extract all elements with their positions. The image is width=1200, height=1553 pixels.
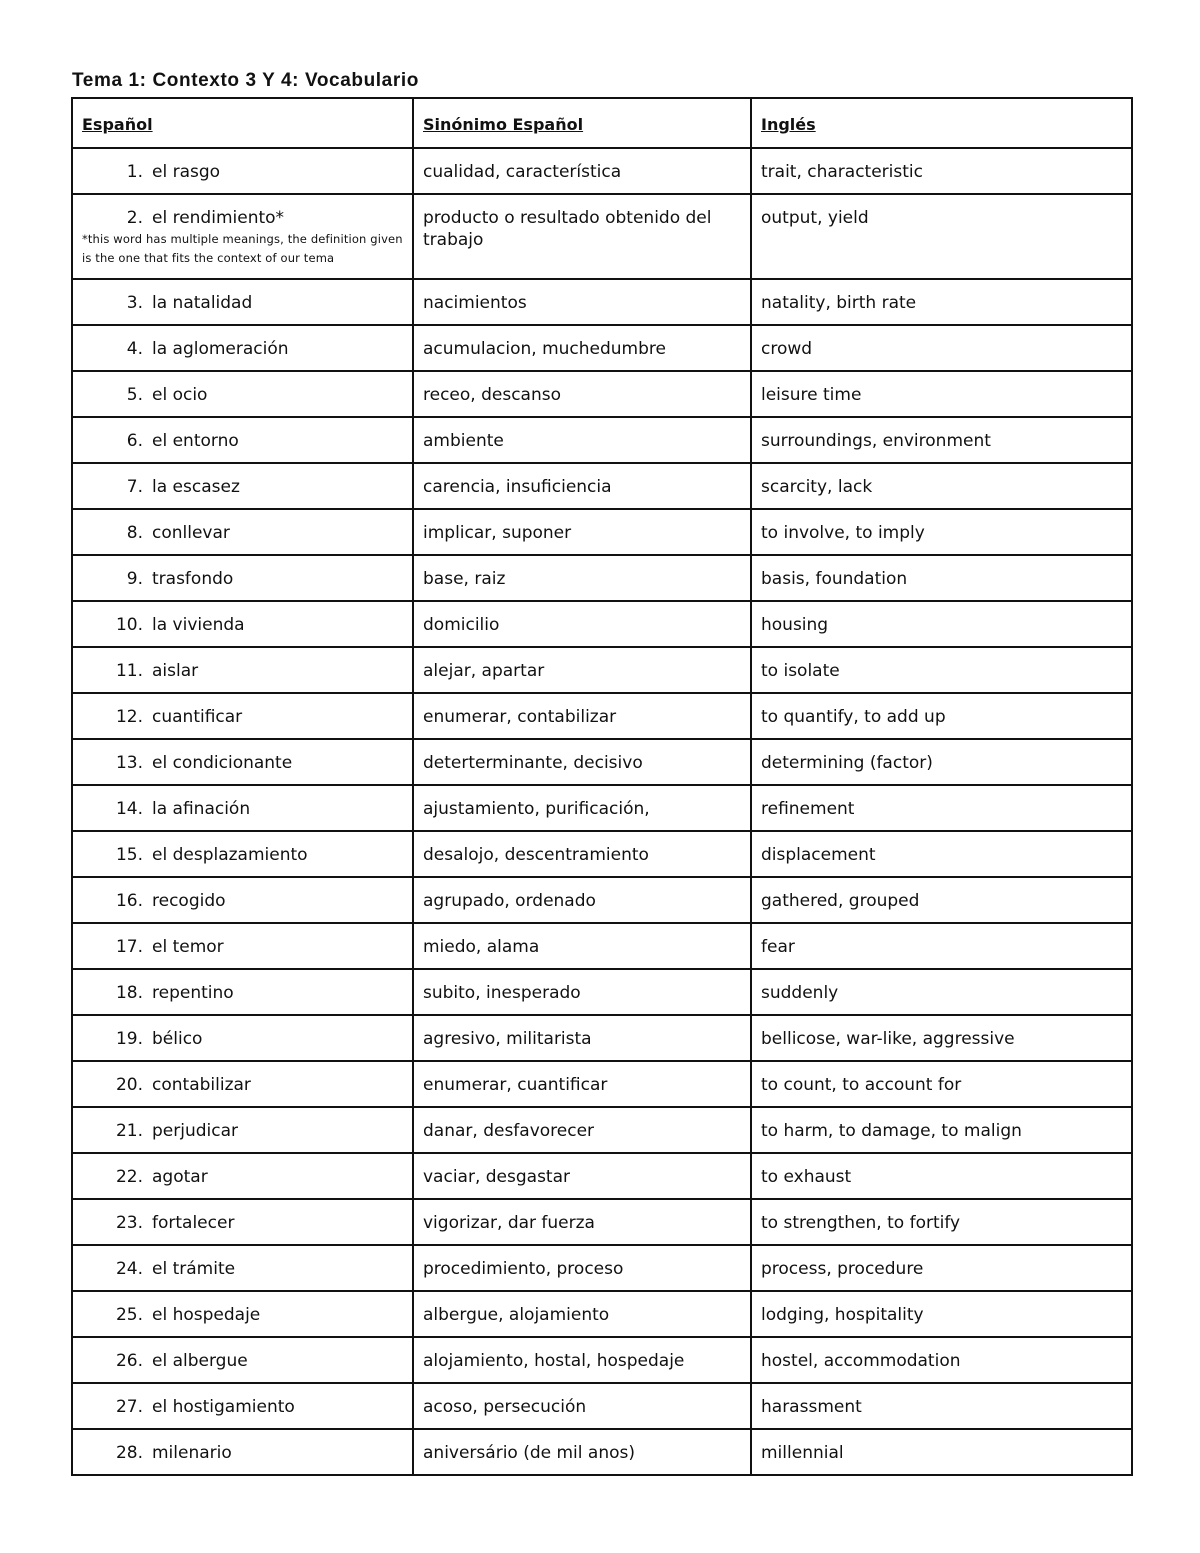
item-number: 4. (126, 339, 143, 359)
item-number: 11. (115, 661, 143, 681)
item-number: 17. (115, 937, 143, 957)
header-espanol: Español (72, 98, 413, 148)
item-number: 16. (115, 891, 143, 911)
term-cell (72, 371, 413, 417)
item-number: 13. (115, 753, 143, 773)
english-cell: process, procedure (751, 1245, 1132, 1291)
table-row (72, 194, 1132, 279)
table-row (72, 877, 1132, 923)
spanish-term: trasfondo (152, 569, 234, 589)
term-cell (72, 1015, 413, 1061)
english-cell: suddenly (751, 969, 1132, 1015)
term-cell (72, 463, 413, 509)
spanish-term: repentino (152, 983, 234, 1003)
english-cell: basis, foundation (751, 555, 1132, 601)
table-row (72, 1383, 1132, 1429)
english-cell: crowd (751, 325, 1132, 371)
synonym-cell: aniversário (de mil anos) (413, 1429, 751, 1475)
table-row (72, 555, 1132, 601)
english-cell: scarcity, lack (751, 463, 1132, 509)
header-sinonimo: Sinónimo Español (413, 98, 751, 148)
english-cell: gathered, grouped (751, 877, 1132, 923)
term-cell (72, 1337, 413, 1383)
spanish-term: el rasgo (152, 162, 221, 182)
synonym-cell: enumerar, cuantificar (413, 1061, 751, 1107)
table-row (72, 1245, 1132, 1291)
synonym-cell: subito, inesperado (413, 969, 751, 1015)
term-cell (72, 509, 413, 555)
term-cell (72, 1245, 413, 1291)
item-number: 21. (115, 1121, 143, 1141)
term-cell (72, 739, 413, 785)
item-number: 3. (126, 293, 143, 313)
spanish-term: agotar (152, 1167, 208, 1187)
item-number: 7. (126, 477, 143, 497)
term-cell (72, 785, 413, 831)
term-cell (72, 1291, 413, 1337)
term-cell (72, 148, 413, 194)
term-cell (72, 417, 413, 463)
table-row (72, 148, 1132, 194)
english-cell: trait, characteristic (751, 148, 1132, 194)
synonym-cell: vaciar, desgastar (413, 1153, 751, 1199)
synonym-cell: agresivo, militarista (413, 1015, 751, 1061)
synonym-cell: producto o resultado obtenido del trabajo (413, 194, 751, 279)
item-number: 2. (126, 208, 143, 228)
term-cell (72, 831, 413, 877)
synonym-cell: miedo, alama (413, 923, 751, 969)
english-cell: to count, to account for (751, 1061, 1132, 1107)
synonym-cell: desalojo, descentramiento (413, 831, 751, 877)
english-cell: surroundings, environment (751, 417, 1132, 463)
term-cell (72, 601, 413, 647)
table-row (72, 923, 1132, 969)
table-row (72, 1015, 1132, 1061)
item-number: 14. (115, 799, 143, 819)
synonym-cell: receo, descanso (413, 371, 751, 417)
table-row (72, 1153, 1132, 1199)
spanish-term: el rendimiento* (152, 208, 285, 228)
table-row (72, 647, 1132, 693)
synonym-cell: enumerar, contabilizar (413, 693, 751, 739)
table-row (72, 693, 1132, 739)
spanish-term: fortalecer (152, 1213, 235, 1233)
term-cell (72, 1153, 413, 1199)
english-cell: output, yield (751, 194, 1132, 279)
table-header-row (72, 98, 1132, 148)
term-cell (72, 1107, 413, 1153)
spanish-term: la afinación (152, 799, 251, 819)
table-row (72, 1199, 1132, 1245)
synonym-cell: ajustamiento, purificación, (413, 785, 751, 831)
term-cell (72, 325, 413, 371)
term-cell (72, 1383, 413, 1429)
synonym-cell: domicilio (413, 601, 751, 647)
item-number: 9. (126, 569, 143, 589)
synonym-cell: danar, desfavorecer (413, 1107, 751, 1153)
spanish-term: la natalidad (152, 293, 253, 313)
item-number: 22. (115, 1167, 143, 1187)
term-cell (72, 1199, 413, 1245)
item-number: 18. (115, 983, 143, 1003)
spanish-term: el hostigamiento (152, 1397, 295, 1417)
term-cell (72, 1061, 413, 1107)
synonym-cell: agrupado, ordenado (413, 877, 751, 923)
item-number: 28. (115, 1443, 143, 1463)
spanish-term: el trámite (152, 1259, 236, 1279)
english-cell: harassment (751, 1383, 1132, 1429)
table-row (72, 1291, 1132, 1337)
item-number: 8. (126, 523, 143, 543)
english-cell: bellicose, war-like, aggressive (751, 1015, 1132, 1061)
spanish-term: el temor (152, 937, 224, 957)
table-row (72, 1429, 1132, 1475)
header-ingles: Inglés (751, 98, 1132, 148)
item-number: 6. (126, 431, 143, 451)
spanish-term: milenario (152, 1443, 232, 1463)
page-title: Tema 1: Contexto 3 Y 4: Vocabulario (72, 70, 419, 91)
spanish-term: perjudicar (152, 1121, 239, 1141)
item-number: 12. (115, 707, 143, 727)
table-row (72, 601, 1132, 647)
spanish-term: el desplazamiento (152, 845, 308, 865)
english-cell: to strengthen, to fortify (751, 1199, 1132, 1245)
english-cell: determining (factor) (751, 739, 1132, 785)
english-cell: fear (751, 923, 1132, 969)
spanish-term: cuantificar (152, 707, 243, 727)
table-row (72, 969, 1132, 1015)
spanish-term: la vivienda (152, 615, 245, 635)
synonym-cell: alejar, apartar (413, 647, 751, 693)
item-number: 27. (115, 1397, 143, 1417)
term-cell (72, 693, 413, 739)
spanish-term: recogido (152, 891, 226, 911)
synonym-cell: albergue, alojamiento (413, 1291, 751, 1337)
english-cell: lodging, hospitality (751, 1291, 1132, 1337)
synonym-cell: vigorizar, dar fuerza (413, 1199, 751, 1245)
item-number: 19. (115, 1029, 143, 1049)
english-cell: to exhaust (751, 1153, 1132, 1199)
term-cell (72, 877, 413, 923)
table-row (72, 785, 1132, 831)
spanish-term: el entorno (152, 431, 239, 451)
english-cell: to isolate (751, 647, 1132, 693)
synonym-cell: procedimiento, proceso (413, 1245, 751, 1291)
item-number: 15. (115, 845, 143, 865)
spanish-term: la aglomeración (152, 339, 289, 359)
term-cell (72, 194, 413, 279)
english-cell: displacement (751, 831, 1132, 877)
english-cell: natality, birth rate (751, 279, 1132, 325)
item-number: 23. (115, 1213, 143, 1233)
english-cell: to quantify, to add up (751, 693, 1132, 739)
synonym-cell: implicar, suponer (413, 509, 751, 555)
table-row (72, 1337, 1132, 1383)
term-cell (72, 1429, 413, 1475)
english-cell: housing (751, 601, 1132, 647)
synonym-cell: acumulacion, muchedumbre (413, 325, 751, 371)
table-row (72, 463, 1132, 509)
table-row (72, 1061, 1132, 1107)
synonym-cell: alojamiento, hostal, hospedaje (413, 1337, 751, 1383)
english-cell: refinement (751, 785, 1132, 831)
item-number: 10. (115, 615, 143, 635)
item-number: 25. (115, 1305, 143, 1325)
synonym-cell: carencia, insuficiencia (413, 463, 751, 509)
table-row (72, 279, 1132, 325)
spanish-term: bélico (152, 1029, 203, 1049)
table-row (72, 831, 1132, 877)
spanish-term: el hospedaje (152, 1305, 261, 1325)
synonym-cell: deterterminante, decisivo (413, 739, 751, 785)
term-cell (72, 969, 413, 1015)
spanish-term: la escasez (152, 477, 240, 497)
synonym-cell: base, raiz (413, 555, 751, 601)
vocabulary-table (71, 97, 1133, 1476)
english-cell: to involve, to imply (751, 509, 1132, 555)
english-cell: leisure time (751, 371, 1132, 417)
spanish-term: aislar (152, 661, 199, 681)
table-row (72, 325, 1132, 371)
vocabulary-table-body (72, 98, 1132, 1475)
table-row (72, 1107, 1132, 1153)
item-number: 5. (126, 385, 143, 405)
spanish-term: contabilizar (152, 1075, 251, 1095)
item-number: 20. (115, 1075, 143, 1095)
synonym-cell: nacimientos (413, 279, 751, 325)
spanish-term: conllevar (152, 523, 230, 543)
english-cell: to harm, to damage, to malign (751, 1107, 1132, 1153)
item-number: 24. (115, 1259, 143, 1279)
table-row (72, 371, 1132, 417)
item-number: 26. (115, 1351, 143, 1371)
table-row (72, 739, 1132, 785)
term-cell (72, 647, 413, 693)
table-row (72, 417, 1132, 463)
term-cell (72, 279, 413, 325)
term-footnote: *this word has multiple meanings, the definition given is the one that fits the context of our tema (82, 232, 403, 265)
spanish-term: el albergue (152, 1351, 248, 1371)
synonym-cell: cualidad, característica (413, 148, 751, 194)
term-cell (72, 923, 413, 969)
item-number: 1. (126, 162, 143, 182)
spanish-term: el condicionante (152, 753, 293, 773)
spanish-term: el ocio (152, 385, 208, 405)
synonym-cell: ambiente (413, 417, 751, 463)
table-row (72, 509, 1132, 555)
synonym-cell: acoso, persecución (413, 1383, 751, 1429)
english-cell: millennial (751, 1429, 1132, 1475)
english-cell: hostel, accommodation (751, 1337, 1132, 1383)
term-cell (72, 555, 413, 601)
